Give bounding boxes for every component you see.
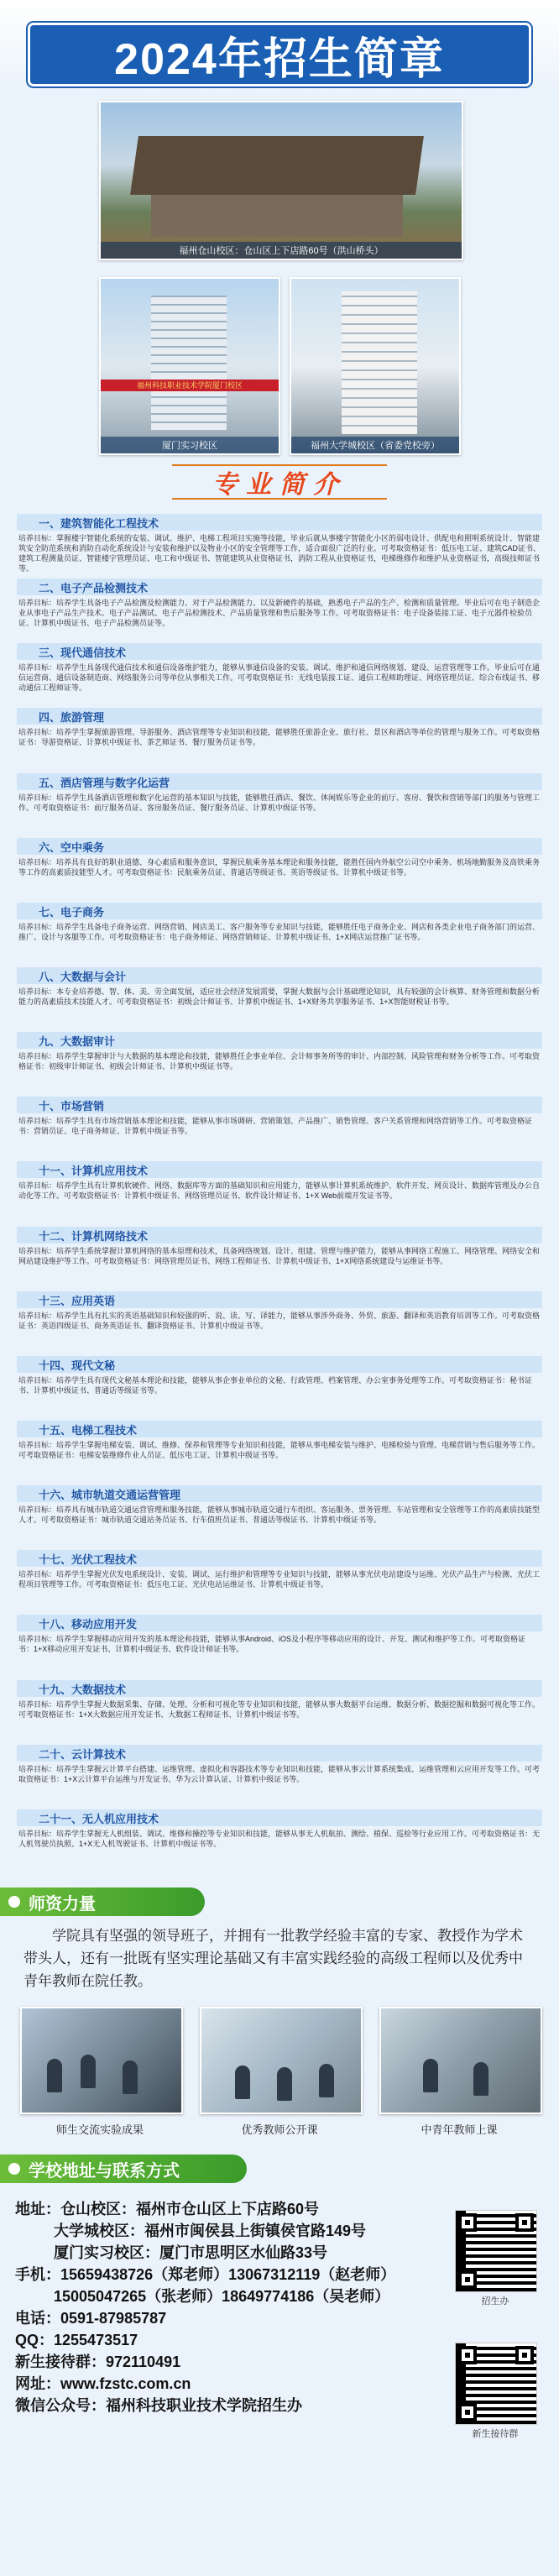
major-description: 培养目标：培养学生具有现代文秘基本理论和技能，能够从事企事业单位的文秘、行政管理、档案管理、办公室事务处理等工作。可考取资格证书：秘书证书、计算机中级证书、普通话等级证书等。: [18, 1376, 533, 1395]
major-name: 十七、光伏工程技术: [17, 1550, 542, 1567]
qr-caption-2: 新生接待群: [472, 2429, 519, 2439]
address-name: 仓山校区：: [60, 2201, 136, 2217]
teachers-banner: [0, 1887, 205, 1916]
newqq-value: 972110491: [106, 2353, 181, 2370]
page-title: 2024年招生简章: [114, 34, 445, 84]
address-name: 厦门实习校区：: [54, 2244, 159, 2261]
university-town-caption: 福州大学城校区（省委党校旁）: [291, 437, 459, 453]
major-name: 十、市场营销: [17, 1097, 542, 1113]
web-row: [15, 2373, 435, 2395]
major-name: 十八、移动应用开发: [17, 1615, 542, 1631]
wechat-label: 微信公众号：: [15, 2397, 106, 2414]
address-name: 大学城校区：: [54, 2223, 144, 2239]
major-description: 培养目标：掌握楼宇智能化系统的安装、调试、维护、电梯工程项目实施等技能，毕业后就从事楼宇智能化小区的弱电设计、供配电和照明系统设计、智能建筑安全防范系统和消防自动化系统设计与安装和维护以及物业小区的安全管理等工作，适合面很广泛的行业。可考取资格证书：低压电工证、建筑CAD证书、建筑工程测量员证、智能楼宇管理员证、电工和中级证书、智能建筑从业资格证书，消防工程从业资格证书，电梯维修作和维护从业资格证书，高级技师证书等。: [18, 534, 541, 573]
major-description: 培养目标：培养学生掌握无人机组装、调试、维修和操控等专业知识和技能，能够从事无人机航拍、测绘、植保、巡检等行业应用工作。可考取资格证书：无人机驾驶员执照、1+X无人机驾驶证书、计算机中级证书等。: [18, 1830, 541, 1848]
qq-row: [15, 2329, 435, 2351]
tel-label: 电话：: [15, 2310, 60, 2327]
major-description: 培养目标：培养学生掌握审计与大数据的基本理论和技能，能够胜任企事业单位、会计师事务所等的审计、内部控制、风险管理和财务分析等工作。可考取资格证书：初级审计师证书、初级会计师证书、计算机中级证书等。: [18, 1052, 541, 1071]
newqq-label: 新生接待群：: [15, 2353, 106, 2370]
major-description: 培养目标：培养学生掌握光伏发电系统设计、安装、调试、运行维护和管理等专业知识与技能，能够从事光伏电站建设与运维、光伏产品生产与检测、光伏工程项目管理等工作。可考取资格证书：低压电工证、光伏电站运维证书、计算机中级证书等。: [18, 1570, 541, 1589]
qr-caption-1: 招生办: [481, 2296, 509, 2306]
major-item: [17, 1291, 542, 1351]
qr-corner-icon: [515, 2346, 534, 2364]
qq-value: 1255473517: [54, 2332, 138, 2348]
wechat-row: [15, 2395, 435, 2416]
major-item: [17, 643, 542, 703]
address-row-1: [15, 2198, 435, 2220]
qq-label: QQ：: [15, 2332, 55, 2348]
top-banner: [0, 0, 559, 92]
address-label: 地址：: [15, 2201, 60, 2217]
major-name: 十四、现代文秘: [17, 1356, 542, 1373]
major-name: 十二、计算机网络技术: [17, 1227, 542, 1243]
major-name: 五、酒店管理与数字化运营: [17, 773, 542, 790]
tel-row: [15, 2307, 435, 2329]
major-item: [17, 1550, 542, 1610]
xiamen-campus-caption: 厦门实习校区: [101, 437, 279, 453]
teachers-text: 学院具有坚强的领导班子，并拥有一批教学经验丰富的专家、教授作为学术带头人，还有一批既有坚实理论基础又有丰富实践经验的高级工程师以及优秀中青年教师在院任教。: [24, 1928, 523, 1989]
person-shape: [123, 2060, 138, 2094]
wechat-value: 福州科技职业技术学院招生办: [106, 2397, 302, 2414]
teacher-caption-1: 师生交流实验成果: [55, 2123, 144, 2136]
bullet-icon: [8, 1896, 20, 1908]
contact-heading: 学校地址与联系方式: [29, 2161, 180, 2181]
major-item: [17, 579, 542, 638]
phone-value: 15005047265（张老师）18649774186（吴老师）: [54, 2288, 390, 2305]
qr-code-icon[interactable]: [455, 2210, 537, 2292]
major-item: [17, 1485, 542, 1545]
qr-corner-icon: [515, 2213, 534, 2232]
building-shape: [342, 291, 417, 434]
website-link[interactable]: www.fzstc.com.cn: [60, 2375, 191, 2392]
gate-base-shape: [151, 195, 403, 237]
major-item: [17, 1032, 542, 1092]
gate-shape: [130, 136, 424, 195]
major-description: 培养目标：培养学生掌握云计算平台搭建、运维管理、虚拟化和容器技术等专业知识和技能，能够从事云计算系统集成、运维管理和云应用开发等工作。可考取资格证书：1+X云计算平台运维与开发证书、华为云计算认证、计算机中级证书等。: [18, 1765, 541, 1783]
qr-corner-icon: [458, 2403, 477, 2422]
phone-row-2: [15, 2285, 435, 2307]
xiamen-campus-photo: [99, 277, 280, 455]
main-campus-caption: 福州仓山校区：仓山区上下店路60号（洪山桥头）: [101, 242, 462, 259]
major-item: [17, 1356, 542, 1416]
major-description: 培养目标：培养学生具备电子商务运营、网络营销、网店美工、客户服务等专业知识与技能，能够胜任电子商务企业、网店和各类企业电子商务部门的运营、推广、设计与客服等工作。可考取资格证书：电子商务师证、网络营销师证、计算机中级证书、1+X网店运营推广证书等。: [18, 923, 541, 941]
address-value: 厦门市思明区水仙路33号: [159, 2244, 328, 2261]
major-name: 四、旅游管理: [17, 708, 542, 725]
address-value: 福州市闽侯县上街镇侯官路149号: [144, 2223, 367, 2239]
major-name: 十五、电梯工程技术: [17, 1421, 542, 1437]
major-item: [17, 1097, 542, 1156]
major-name: 十一、计算机应用技术: [17, 1161, 542, 1178]
teacher-caption-3: 中青年教师上课: [421, 2123, 498, 2136]
teacher-photo-3: [379, 2007, 542, 2114]
address-value: 福州市仓山区上下店路60号: [136, 2201, 320, 2217]
contact-block: [15, 2198, 435, 2416]
major-name: 七、电子商务: [17, 903, 542, 919]
major-description: 培养目标：培养学生具备酒店管理和数字化运营的基本知识与技能，能够胜任酒店、餐饮、休闲娱乐等企业的前厅、客房、餐饮和营销等部门的服务与管理工作。可考取资格证书：前厅服务员证、客房服务员证、餐厅服务员证、计算机中级证书等。: [18, 793, 541, 812]
person-shape: [319, 2064, 334, 2097]
teacher-caption-2: 优秀教师公开课: [241, 2123, 318, 2136]
major-description: 培养目标：培养学生掌握电梯安装、调试、维修、保养和管理等专业知识和技能，能够从事电梯安装与维护、电梯检验与管理、电梯营销与售后服务等工作。可考取资格证书：电梯安装维修作业人员证、低压电工证、计算机中级证书等。: [18, 1441, 541, 1459]
major-name: 二十、云计算技术: [17, 1745, 542, 1762]
major-description: 培养目标：培养学生掌握大数据采集、存储、处理、分析和可视化等专业知识和技能，能够从事大数据平台运维、数据分析、数据挖掘和数据可视化等工作。可考取资格证书：1+X大数据应用开发证书、大数据工程师证书、计算机中级证书等。: [18, 1700, 541, 1719]
qr-corner-icon: [458, 2213, 477, 2232]
major-item: [17, 1421, 542, 1480]
phone-row-1: [15, 2264, 435, 2285]
major-description: 培养目标：培养学生具有市场营销基本理论和技能，能够从事市场调研、营销策划、产品推广、销售管理、客户关系管理和网络营销等工作。可考取资格证书：营销员证、电子商务师证、计算机中级证书等。: [18, 1117, 533, 1135]
major-name: 八、大数据与会计: [17, 967, 542, 984]
major-item: [17, 1227, 542, 1286]
major-item: [17, 773, 542, 833]
major-description: 培养目标：培养学生系统掌握计算机网络的基本原理和技术，具备网络规划、设计、组建、管理与维护能力，能够从事网络工程施工、网络管理、网络安全和网站建设维护等工作。可考取资格证书：网络管理员证书、网络工程师证书、计算机中级证书、1+X网络系统建设与运维证书等。: [18, 1247, 541, 1265]
major-item: [17, 1161, 542, 1221]
person-shape: [81, 2055, 96, 2088]
campus-banner-text: 福州科技职业技术学院厦门校区: [101, 380, 279, 391]
major-item: [17, 1680, 542, 1740]
major-name: 九、大数据审计: [17, 1032, 542, 1049]
major-description: 培养目标：本专业培养德、智、体、美、劳全面发展，适应社会经济发展需要，掌握大数据与会计基础理论知识，具有较强的会计核算、财务管理和数据分析能力的高素质技术技能人才。可考取资格证书：初级会计师证书、计算机中级证书、1+X财务共享服务证书、1+X智能财税证书等。: [18, 987, 541, 1006]
major-name: 十六、城市轨道交通运营管理: [17, 1485, 542, 1502]
contact-banner: [0, 2155, 247, 2183]
university-town-photo: [290, 277, 461, 455]
major-description: 培养目标：培养具有城市轨道交通运营管理和服务技能，能够从事城市轨道交通行车组织、客运服务、票务管理、车站管理和安全管理等工作的高素质技能型人才。可考取资格证书：城市轨道交通站务员证书、行车值班员证书、普通话等级证书、计算机中级证书等。: [18, 1505, 541, 1524]
major-item: [17, 967, 542, 1027]
newqq-row: [15, 2351, 435, 2373]
major-item: [17, 1809, 542, 1869]
major-description: 培养目标：培养学生掌握移动应用开发的基本理论和技能，能够从事Android、iOS及小程序等移动应用的设计、开发、测试和维护等工作。可考取资格证书：1+X移动应用开发证书、计算机中级证书、软件设计师证书等。: [18, 1635, 526, 1653]
major-name: 二、电子产品检测技术: [17, 579, 542, 595]
person-shape: [277, 2067, 292, 2101]
major-description: 培养目标：培养学生具备电子产品检测及检测能力、对于产品检测能力、以及新硬件的基础，熟悉电子产品的生产、检测和质量管理。毕业后可在电子制造企业从事电子产品生产技术、电子产品测试、电子产品检测技术、产品质量管理和售后服务等工作。可考取资格证书：电子设备装接工证、电子元器件检验员证、计算机中级证书、电子产品检测员证等。: [18, 599, 541, 627]
major-name: 十九、大数据技术: [17, 1680, 542, 1697]
qr-corner-icon: [458, 2270, 477, 2289]
web-label: 网址：: [15, 2375, 60, 2392]
bullet-icon: [8, 2163, 20, 2175]
major-description: 培养目标：培养具有良好的职业道德、身心素质和服务意识，掌握民航乘务基本理论和服务技能，能胜任国内外航空公司空中乘务、机场地勤服务及高铁乘务等工作的高素质技能型人才。可考取资格证书：民航乘务员证、普通话等级证书、英语等级证书、计算机中级证书等。: [18, 858, 541, 877]
major-name: 二十一、无人机应用技术: [17, 1809, 542, 1826]
major-item: [17, 1745, 542, 1804]
teacher-photo-1: [20, 2007, 183, 2114]
major-item: [17, 903, 542, 962]
person-shape: [473, 2062, 488, 2096]
title-bar: [30, 25, 529, 84]
major-name: 六、空中乘务: [17, 838, 542, 855]
major-description: 培养目标：培养学生具备现代通信技术和通信设备维护能力，能够从事通信设备的安装、调试、维护和通信网络规划、建设、运营管理等工作。毕业后可在通信运营商、通信设备制造商、网络服务公司等单位从事相关工作。可考取资格证书：无线电装接工证、通信工程师助理证、网络管理员证、综合布线证书、移动通信工程师证等。: [18, 663, 541, 692]
person-shape: [235, 2066, 250, 2099]
address-row-3: [15, 2242, 435, 2264]
person-shape: [423, 2059, 438, 2092]
qr-code-icon[interactable]: [455, 2343, 537, 2425]
major-name: 三、现代通信技术: [17, 643, 542, 660]
major-item: [17, 838, 542, 898]
teacher-photo-2: [200, 2007, 363, 2114]
teachers-heading: 师资力量: [29, 1894, 96, 1914]
major-description: 培养目标：培养学生具有计算机软硬件、网络、数据库等方面的基础知识和应用能力，能够从事计算机系统维护、软件开发、网页设计、数据库管理及办公自动化等工作。可考取资格证书：计算机中级证书、网络管理员证书、软件设计师证书、1+X Web前端开发证书等。: [18, 1181, 541, 1200]
phone-label: 手机：: [15, 2266, 60, 2283]
qr-corner-icon: [458, 2346, 477, 2364]
major-item: [17, 708, 542, 767]
person-shape: [47, 2059, 62, 2092]
building-shape: [151, 296, 227, 430]
address-row-2: [15, 2220, 435, 2242]
major-description: 培养目标：培养学生掌握旅游管理、导游服务、酒店管理等专业知识和技能，能够胜任旅游企业、旅行社、景区和酒店等单位的管理与服务工作。可考取资格证书：导游资格证、计算机中级证书、茶艺师证书、餐厅服务员证书等。: [18, 728, 541, 746]
major-name: 十三、应用英语: [17, 1291, 542, 1308]
major-description: 培养目标：培养学生具有扎实的英语基础知识和较强的听、说、读、写、译能力，能够从事涉外商务、外贸、旅游、翻译和英语教育培训等工作。可考取资格证书：英语四级证书、商务英语证书、翻译资格证书、计算机中级证书等。: [18, 1312, 541, 1330]
majors-heading-text: 专业简介: [212, 471, 347, 499]
major-name: 一、建筑智能化工程技术: [17, 514, 542, 531]
main-campus-photo: [99, 101, 463, 260]
tel-value: 0591-87985787: [60, 2310, 167, 2327]
major-item: [17, 514, 542, 573]
major-item: [17, 1615, 542, 1674]
majors-heading: [172, 464, 387, 500]
phone-value: 15659438726（郑老师）13067312119（赵老师）: [60, 2266, 396, 2283]
